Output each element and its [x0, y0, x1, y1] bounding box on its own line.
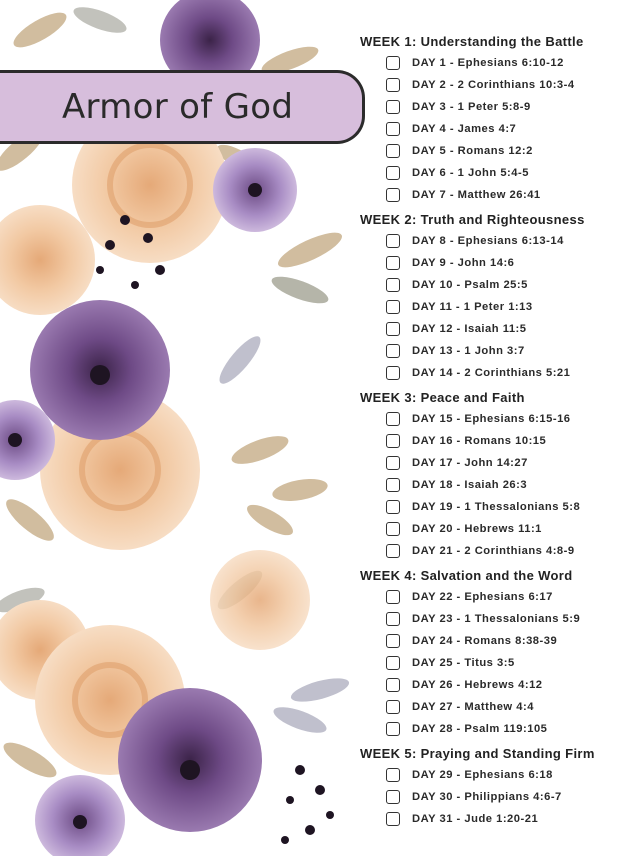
day-label: DAY 1 - Ephesians 6:10-12	[412, 57, 564, 69]
day-item	[386, 474, 636, 496]
day-label: DAY 9 - John 14:6	[412, 257, 515, 269]
day-label: DAY 23 - 1 Thessalonians 5:9	[412, 613, 581, 625]
day-item	[386, 408, 636, 430]
day-label: DAY 11 - 1 Peter 1:13	[412, 301, 533, 313]
day-checkbox[interactable]	[386, 278, 400, 292]
day-label: DAY 31 - Jude 1:20-21	[412, 813, 539, 825]
day-checkbox[interactable]	[386, 234, 400, 248]
day-label: DAY 21 - 2 Corinthians 4:8-9	[412, 545, 575, 557]
day-checkbox[interactable]	[386, 100, 400, 114]
week-heading: WEEK 3: Peace and Faith	[360, 390, 525, 405]
week-heading: WEEK 5: Praying and Standing Firm	[360, 746, 595, 761]
week-section	[360, 32, 636, 206]
day-item	[386, 74, 636, 96]
day-label: DAY 8 - Ephesians 6:13-14	[412, 235, 564, 247]
day-item	[386, 786, 636, 808]
day-label: DAY 18 - Isaiah 26:3	[412, 479, 528, 491]
day-checkbox[interactable]	[386, 366, 400, 380]
day-label: DAY 14 - 2 Corinthians 5:21	[412, 367, 571, 379]
day-checkbox[interactable]	[386, 256, 400, 270]
day-item	[386, 452, 636, 474]
day-label: DAY 15 - Ephesians 6:15-16	[412, 413, 571, 425]
day-label: DAY 3 - 1 Peter 5:8-9	[412, 101, 531, 113]
day-item	[386, 496, 636, 518]
day-label: DAY 25 - Titus 3:5	[412, 657, 515, 669]
day-checkbox[interactable]	[386, 612, 400, 626]
day-label: DAY 27 - Matthew 4:4	[412, 701, 534, 713]
day-item	[386, 252, 636, 274]
day-checkbox[interactable]	[386, 344, 400, 358]
day-checkbox[interactable]	[386, 456, 400, 470]
day-checkbox[interactable]	[386, 434, 400, 448]
week-section	[360, 388, 636, 562]
day-item	[386, 96, 636, 118]
day-checkbox[interactable]	[386, 300, 400, 314]
day-item	[386, 274, 636, 296]
day-checkbox[interactable]	[386, 78, 400, 92]
day-item	[386, 362, 636, 384]
day-checkbox[interactable]	[386, 790, 400, 804]
day-item	[386, 652, 636, 674]
day-label: DAY 6 - 1 John 5:4-5	[412, 167, 529, 179]
day-label: DAY 5 - Romans 12:2	[412, 145, 533, 157]
day-label: DAY 12 - Isaiah 11:5	[412, 323, 527, 335]
day-label: DAY 2 - 2 Corinthians 10:3-4	[412, 79, 575, 91]
day-checkbox[interactable]	[386, 522, 400, 536]
week-section	[360, 210, 636, 384]
day-checkbox[interactable]	[386, 722, 400, 736]
day-item	[386, 630, 636, 652]
day-label: DAY 28 - Psalm 119:105	[412, 723, 548, 735]
day-item	[386, 764, 636, 786]
day-item	[386, 184, 636, 206]
day-item	[386, 608, 636, 630]
day-checkbox[interactable]	[386, 166, 400, 180]
week-heading: WEEK 4: Salvation and the Word	[360, 568, 573, 583]
day-checkbox[interactable]	[386, 322, 400, 336]
day-item	[386, 808, 636, 830]
day-checkbox[interactable]	[386, 122, 400, 136]
day-checkbox[interactable]	[386, 144, 400, 158]
day-checkbox[interactable]	[386, 590, 400, 604]
day-checkbox[interactable]	[386, 544, 400, 558]
day-checkbox[interactable]	[386, 678, 400, 692]
day-item	[386, 430, 636, 452]
day-label: DAY 24 - Romans 8:38-39	[412, 635, 558, 647]
day-checkbox[interactable]	[386, 656, 400, 670]
day-label: DAY 29 - Ephesians 6:18	[412, 769, 553, 781]
day-item	[386, 586, 636, 608]
week-heading: WEEK 1: Understanding the Battle	[360, 34, 584, 49]
day-item	[386, 340, 636, 362]
day-item	[386, 52, 636, 74]
day-checkbox[interactable]	[386, 768, 400, 782]
day-label: DAY 13 - 1 John 3:7	[412, 345, 525, 357]
day-item	[386, 230, 636, 252]
day-item	[386, 296, 636, 318]
week-section	[360, 744, 636, 830]
day-label: DAY 4 - James 4:7	[412, 123, 517, 135]
day-label: DAY 10 - Psalm 25:5	[412, 279, 528, 291]
day-item	[386, 518, 636, 540]
day-item	[386, 162, 636, 184]
page-title: Armor of God	[62, 87, 294, 127]
day-item	[386, 718, 636, 740]
day-label: DAY 26 - Hebrews 4:12	[412, 679, 543, 691]
day-label: DAY 16 - Romans 10:15	[412, 435, 547, 447]
day-item	[386, 540, 636, 562]
title-banner	[0, 70, 365, 144]
day-checkbox[interactable]	[386, 634, 400, 648]
day-item	[386, 674, 636, 696]
week-section	[360, 566, 636, 740]
day-item	[386, 696, 636, 718]
reading-plan	[360, 32, 636, 834]
day-label: DAY 22 - Ephesians 6:17	[412, 591, 553, 603]
day-item	[386, 318, 636, 340]
day-checkbox[interactable]	[386, 56, 400, 70]
day-label: DAY 30 - Philippians 4:6-7	[412, 791, 562, 803]
day-checkbox[interactable]	[386, 412, 400, 426]
day-checkbox[interactable]	[386, 812, 400, 826]
day-label: DAY 19 - 1 Thessalonians 5:8	[412, 501, 581, 513]
day-checkbox[interactable]	[386, 188, 400, 202]
day-checkbox[interactable]	[386, 500, 400, 514]
day-checkbox[interactable]	[386, 700, 400, 714]
day-item	[386, 140, 636, 162]
day-label: DAY 20 - Hebrews 11:1	[412, 523, 542, 535]
day-label: DAY 7 - Matthew 26:41	[412, 189, 541, 201]
week-heading: WEEK 2: Truth and Righteousness	[360, 212, 585, 227]
day-label: DAY 17 - John 14:27	[412, 457, 528, 469]
day-item	[386, 118, 636, 140]
day-checkbox[interactable]	[386, 478, 400, 492]
